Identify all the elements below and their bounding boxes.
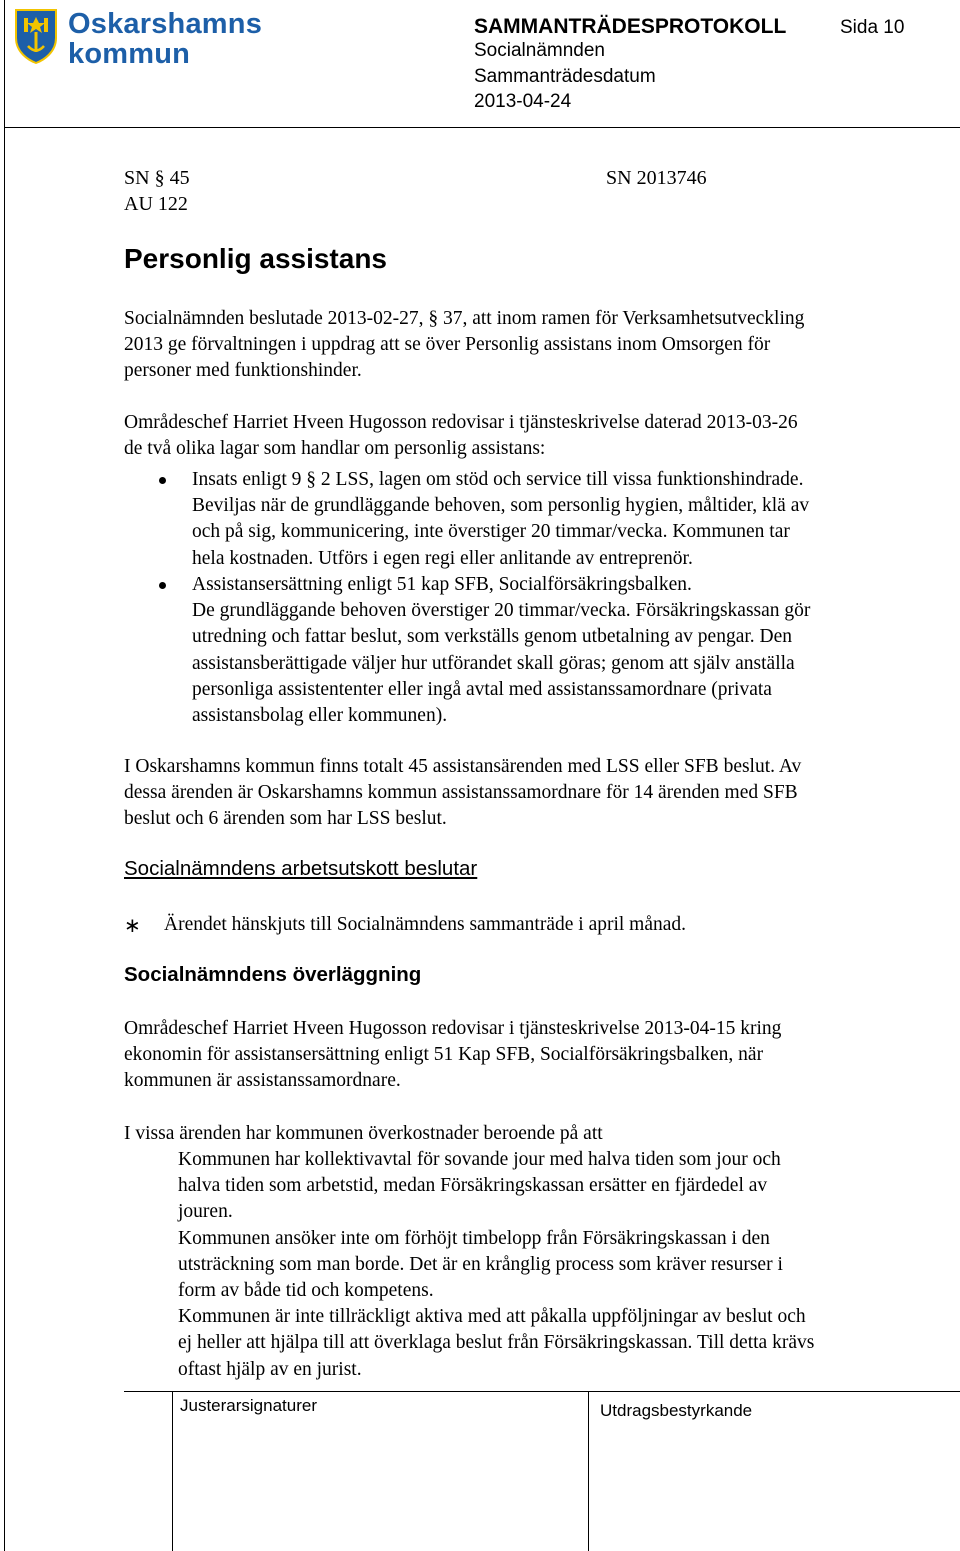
bullet-icon	[159, 477, 166, 484]
text-line: Kommunen har kollektivavtal för sovande jour med halva tiden som jour och	[178, 1149, 781, 1170]
decision-marker-icon: ∗	[124, 915, 141, 937]
footer-column-mid	[588, 1391, 589, 1551]
text-line: form av både tid och kompetens.	[178, 1280, 434, 1302]
text-line: Insats enligt 9 § 2 LSS, lagen om stöd och service till vissa funktionshindrade.	[192, 469, 804, 490]
bullet-icon	[159, 582, 166, 589]
intro-paragraph	[124, 306, 804, 385]
text-line: utredning och fattar beslut, som verkställs genom utbetalning av pengar. Den	[192, 626, 793, 648]
meeting-date-label: Sammanträdesdatum	[474, 66, 656, 87]
statistics-paragraph	[124, 754, 801, 833]
logo-wordmark-line2: kommun	[68, 38, 191, 70]
text-line: ej heller att hjälpa till att överklaga beslut från Försäkringskassan. Till detta krävs	[178, 1332, 815, 1354]
left-margin-rule	[4, 0, 5, 1551]
text-line: personliga assistententer eller ingå avtal med assistanssamordnare (privata	[192, 678, 772, 700]
report-paragraph	[124, 410, 798, 462]
text-line: personer med funktionshinder.	[124, 360, 362, 382]
text-line: De grundläggande behoven överstiger 20 timmar/vecka. Försäkringskassan gör	[192, 600, 811, 622]
logo-wordmark-line1: Oskarshamns	[68, 8, 263, 40]
text-line: ekonomin för assistansersättning enligt 51 Kap SFB, Socialförsäkringsbalken, när	[124, 1044, 764, 1066]
deliberation-paragraph	[124, 1016, 781, 1095]
bullet-item-lss	[192, 467, 809, 572]
text-line: 2013 ge förvaltningen i uppdrag att se över Personlig assistans inom Omsorgen för	[124, 334, 771, 356]
text-line: Assistansersättning enligt 51 kap SFB, Socialförsäkringsbalken.	[192, 574, 692, 595]
page-title: Personlig assistans	[124, 243, 388, 274]
document-type: SAMMANTRÄDESPROTOKOLL	[474, 15, 787, 38]
footer-divider	[124, 1391, 960, 1392]
text-line: Kommunen ansöker inte om förhöjt timbelopp från Försäkringskassan i den	[178, 1227, 770, 1249]
deliberation-heading: Socialnämndens överläggning	[124, 963, 422, 986]
text-line: Beviljas när de grundläggande behoven, som personlig hygien, måltider, klä av	[192, 495, 810, 517]
overcost-items	[178, 1147, 814, 1383]
text-line: jouren.	[178, 1201, 233, 1223]
signatures-label: Justerarsignaturer	[180, 1396, 318, 1415]
text-line: hela kostnaden. Utförs i egen regi eller anlitande av entreprenör.	[192, 547, 693, 569]
extract-certification-label: Utdragsbestyrkande	[600, 1401, 753, 1420]
text-line: assistansberättigade väljer hur utförandet skall göras; genom att själv anställa	[192, 652, 795, 674]
text-line: I Oskarshamns kommun finns totalt 45 assistansärenden med LSS eller SFB beslut. Av	[124, 756, 802, 777]
text-line: utsträckning som man borde. Det är en krånglig process som kräver resurser i	[178, 1253, 783, 1275]
text-line: oftast hjälp av en jurist.	[178, 1358, 362, 1380]
text-line: Socialnämnden beslutade 2013-02-27, § 37, att inom ramen för Verksamhetsutveckling	[124, 308, 805, 329]
section-reference: SN § 45	[124, 167, 190, 189]
case-number: SN 2013746	[606, 167, 707, 189]
header-divider	[4, 127, 960, 128]
text-line: halva tiden som arbetstid, medan Försäkringskassan ersätter en fjärdedel av	[178, 1175, 768, 1197]
overcost-lead: I vissa ärenden har kommunen överkostnader beroende på att	[124, 1123, 603, 1144]
text-line: assistansbolag eller kommunen).	[192, 705, 448, 727]
coat-of-arms-icon	[14, 8, 58, 64]
text-line: de två olika lagar som handlar om personlig assistans:	[124, 438, 546, 460]
au-decision-item: Ärendet hänskjuts till Socialnämndens sammanträde i april månad.	[164, 914, 687, 935]
meeting-date: 2013-04-24	[474, 91, 572, 112]
text-line: Kommunen är inte tillräckligt aktiva med att påkalla uppföljningar av beslut och	[178, 1306, 806, 1328]
page-number: Sida 10	[840, 17, 905, 38]
au-decision-heading: Socialnämndens arbetsutskott beslutar	[124, 857, 478, 880]
board-name: Socialnämnden	[474, 40, 605, 61]
bullet-item-sfb	[192, 572, 810, 729]
text-line: dessa ärenden är Oskarshamns kommun assistanssamordnare för 14 ärenden med SFB	[124, 782, 798, 804]
text-line: och på sig, kommunicering, inte överstiger 20 timmar/vecka. Kommunen tar	[192, 521, 790, 543]
municipality-logo	[14, 4, 264, 74]
text-line: Områdeschef Harriet Hveen Hugosson redovisar i tjänsteskrivelse daterad 2013-03-26	[124, 412, 798, 433]
au-reference: AU 122	[124, 193, 188, 215]
text-line: kommunen är assistanssamordnare.	[124, 1070, 401, 1092]
footer-column-left	[172, 1391, 173, 1551]
text-line: Områdeschef Harriet Hveen Hugosson redovisar i tjänsteskrivelse 2013-04-15 kring	[124, 1018, 782, 1039]
text-line: beslut och 6 ärenden som har LSS beslut.	[124, 808, 447, 830]
